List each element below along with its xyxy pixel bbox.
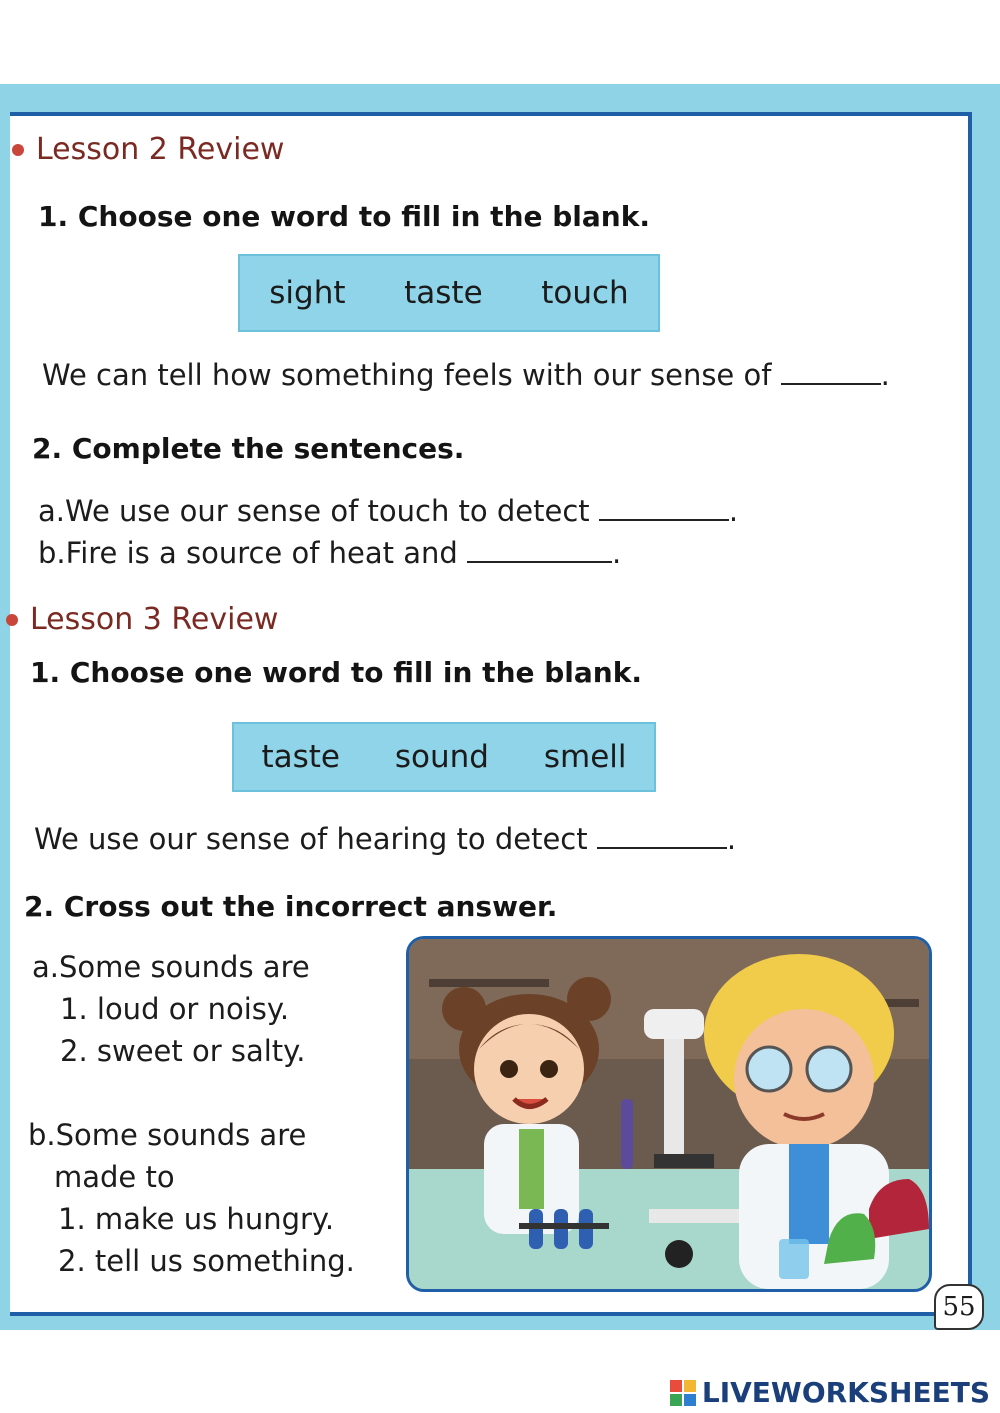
question-stem: b.Some sounds are [28,1118,307,1152]
period: . [728,494,739,528]
answer-option[interactable]: 2. tell us something. [58,1244,355,1278]
scientists-illustration [406,936,932,1292]
lab-scene-image [409,939,929,1289]
period: . [726,822,737,856]
answer-blank[interactable] [467,561,612,563]
lesson-3-q2-b [28,1114,355,1282]
lesson-3-heading [6,602,278,637]
word-bank-item: smell [543,739,627,775]
sentence-text: b.Fire is a source of heat and [38,536,458,570]
lesson-2-q1-prompt: 1. Choose one word to fill in the blank. [38,200,650,233]
answer-blank[interactable] [597,847,727,849]
period: . [880,358,890,392]
answer-option[interactable]: 2. sweet or salty. [60,1034,306,1068]
question-stem-continued: made to [54,1160,175,1194]
lesson-3-q1-prompt: 1. Choose one word to fill in the blank. [30,656,642,689]
word-bank-item: touch [541,275,629,311]
question-stem: a.Some sounds are [32,950,310,984]
word-bank-item: taste [261,739,340,775]
word-bank-item: taste [404,275,483,311]
footer-brand [670,1376,990,1409]
lesson-2-q2-prompt: 2. Complete the sentences. [32,432,465,465]
answer-option[interactable]: 1. make us hungry. [58,1202,335,1236]
lesson-3-q2-prompt: 2. Cross out the incorrect answer. [24,890,558,923]
lesson-3-q2-a [32,946,310,1072]
lesson-3-q1-sentence [34,822,736,856]
answer-blank[interactable] [599,519,729,521]
lesson-2-title: Lesson 2 Review [36,132,285,167]
bullet-icon [12,144,24,156]
lesson-2-heading [12,132,284,167]
lesson-3-title: Lesson 3 Review [30,602,279,637]
page-number: 55 [934,1284,984,1330]
lesson-3-word-bank [232,722,656,792]
period: . [612,536,622,570]
liveworksheets-logo-icon [670,1380,696,1406]
lesson-2-q1-sentence [42,358,890,392]
answer-option[interactable]: 1. loud or noisy. [60,992,290,1026]
answer-blank[interactable] [781,383,881,385]
sentence-text: a.We use our sense of touch to detect [38,494,590,528]
lesson-2-q2-b [38,536,621,570]
footer-brand-text: LIVEWORKSHEETS [701,1376,990,1409]
lesson-2-word-bank [238,254,660,332]
word-bank-item: sight [269,275,346,311]
word-bank-item: sound [394,739,489,775]
sentence-text: We can tell how something feels with our sense of [42,358,772,392]
sentence-text: We use our sense of hearing to detect [34,822,588,856]
bullet-icon [6,614,18,626]
lesson-2-q2-a [38,494,738,528]
